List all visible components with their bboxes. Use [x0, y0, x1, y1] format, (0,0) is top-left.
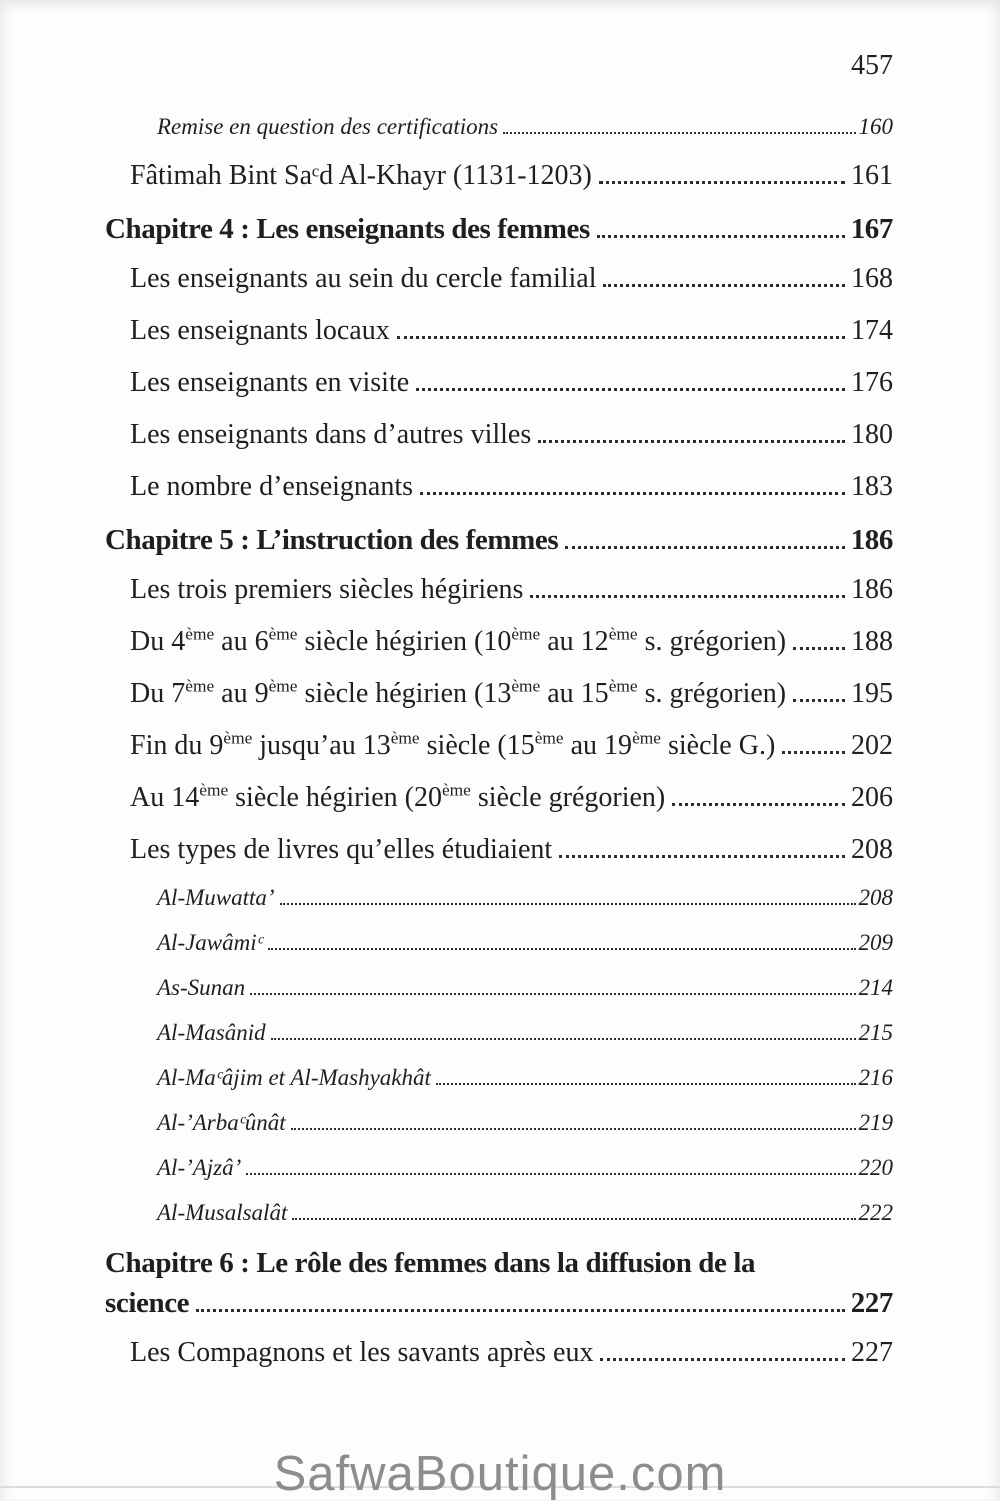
toc-entry-page: 186	[850, 524, 893, 556]
toc-row	[157, 973, 893, 1003]
dotted-leader	[597, 235, 845, 238]
toc-entry	[130, 779, 893, 817]
toc-entry-page: 176	[851, 367, 893, 398]
toc-entry-title: Al-Jawâmiᶜ	[157, 930, 263, 955]
toc-row	[157, 1018, 893, 1048]
toc-row	[130, 675, 893, 713]
dotted-leader	[268, 948, 856, 950]
toc-row	[105, 520, 893, 560]
dotted-leader	[603, 284, 845, 287]
toc-entry	[130, 675, 893, 713]
watermark-text: SafwaBoutique.com	[273, 1447, 727, 1501]
toc-entry-title: Al-Maᶜâjim et Al-Mashyakhât	[157, 1065, 431, 1090]
toc-row	[130, 779, 893, 817]
toc-entry-title: Al-’Ajzâ’	[157, 1155, 242, 1180]
toc-entry	[130, 157, 893, 195]
toc-entry-title: Les Compagnons et les savants après eux	[130, 1337, 594, 1368]
toc-entry-title: science	[105, 1287, 190, 1319]
dotted-leader	[782, 751, 845, 754]
toc-entry-page: 214	[858, 975, 893, 1000]
toc-entry-title: Al-Musalsalât	[157, 1200, 288, 1225]
toc-entry	[130, 727, 893, 765]
toc-entry	[157, 883, 893, 913]
toc-row	[157, 1153, 893, 1183]
toc-entry-title: Les enseignants en visite	[130, 367, 410, 398]
toc-entry-title: Du 7ème au 9ème siècle hégirien (13ème au 15ème s. grégorien)	[130, 676, 787, 709]
toc-row	[130, 831, 893, 869]
toc-entry-title: Au 14ème siècle hégirien (20ème siècle grégorien)	[130, 780, 666, 813]
toc-row	[105, 1243, 893, 1283]
toc-entry	[157, 1198, 893, 1228]
toc-entry	[130, 260, 893, 298]
toc-row	[130, 571, 893, 609]
toc-entry	[130, 364, 893, 402]
toc-entry	[130, 468, 893, 506]
toc-entry	[130, 312, 893, 350]
toc-entry-page: 216	[858, 1065, 893, 1090]
dotted-leader	[416, 388, 845, 391]
dotted-leader	[600, 1358, 845, 1361]
toc-row	[157, 883, 893, 913]
dotted-leader	[530, 595, 845, 598]
toc-row	[130, 260, 893, 298]
toc-entry-title: Les enseignants au sein du cercle familial	[130, 263, 597, 294]
toc-entry-title: Fâtimah Bint Saᶜd Al-Khayr (1131-1203)	[130, 160, 592, 191]
dotted-leader	[599, 181, 845, 184]
toc-entry-page: 208	[851, 834, 893, 865]
toc-entry-title: Chapitre 5 : L’instruction des femmes	[105, 524, 559, 556]
toc-entry-page: 183	[851, 471, 893, 502]
dotted-leader	[672, 803, 845, 806]
toc-entry-title: Remise en question des certifications	[157, 114, 499, 139]
dotted-leader	[565, 546, 844, 549]
toc-entry-page: 180	[851, 419, 893, 450]
toc-entry	[130, 416, 893, 454]
toc-entry-page: 168	[851, 263, 893, 294]
toc-entry-title: Les enseignants locaux	[130, 315, 390, 346]
toc-entry	[130, 831, 893, 869]
toc-entry-title: Al-Muwatta’	[157, 885, 275, 910]
toc-entry	[157, 1108, 893, 1138]
toc-row	[130, 157, 893, 195]
toc-row	[130, 623, 893, 661]
toc-row	[157, 1198, 893, 1228]
toc-row	[157, 1063, 893, 1093]
dotted-leader	[436, 1083, 856, 1085]
toc-row	[130, 1334, 893, 1372]
toc-entry-page: 215	[858, 1020, 893, 1045]
toc-entry-page: 174	[851, 315, 893, 346]
dotted-leader	[196, 1309, 845, 1312]
toc-entry-title: Les enseignants dans d’autres villes	[130, 419, 532, 450]
dotted-leader	[793, 699, 845, 702]
toc-row	[130, 364, 893, 402]
dotted-leader	[280, 903, 856, 905]
toc-row	[105, 209, 893, 249]
toc-entry	[157, 928, 893, 958]
toc-entry	[157, 1018, 893, 1048]
toc-entry	[130, 1334, 893, 1372]
toc-entry	[130, 623, 893, 661]
toc-entry-page: 209	[858, 930, 893, 955]
toc-entry	[105, 520, 893, 560]
toc-row	[105, 1283, 893, 1323]
toc-entry-title: Le nombre d’enseignants	[130, 471, 414, 502]
toc-entry-page: 202	[851, 730, 893, 761]
dotted-leader	[420, 492, 845, 495]
toc-row	[130, 416, 893, 454]
toc-row	[130, 727, 893, 765]
toc-entry	[157, 1063, 893, 1093]
toc-entry-page: 227	[851, 1337, 893, 1368]
dotted-leader	[793, 647, 845, 650]
toc-entry	[157, 1153, 893, 1183]
toc-entry-page: 220	[858, 1155, 893, 1180]
toc-entry-page: 188	[851, 626, 893, 657]
page-number: 457	[851, 50, 893, 81]
toc-entry	[157, 112, 893, 142]
dotted-leader	[503, 132, 855, 134]
toc-row	[157, 1108, 893, 1138]
toc-entry-page: 167	[850, 213, 893, 245]
dotted-leader	[559, 855, 845, 858]
dotted-leader	[246, 1173, 855, 1175]
toc-entry	[157, 973, 893, 1003]
dotted-leader	[271, 1038, 856, 1040]
toc-entry-title: Al-Masânid	[157, 1020, 266, 1045]
toc-entry-page: 195	[851, 678, 893, 709]
toc-entry	[105, 209, 893, 249]
dotted-leader	[291, 1128, 856, 1130]
dotted-leader	[538, 440, 845, 443]
toc-entry-page: 160	[858, 114, 893, 139]
toc-entry-title: Al-’Arbaᶜûnât	[157, 1110, 286, 1135]
dotted-leader	[250, 993, 855, 995]
toc-entry	[130, 571, 893, 609]
toc-entry-page: 208	[858, 885, 893, 910]
toc-row	[130, 312, 893, 350]
dotted-leader	[292, 1218, 855, 1220]
toc-entry-title: Les types de livres qu’elles étudiaient	[130, 834, 553, 865]
toc-row	[130, 468, 893, 506]
toc-entry-page: 222	[858, 1200, 893, 1225]
toc-entry-title: As-Sunan	[157, 975, 246, 1000]
toc-entry-page: 206	[851, 782, 893, 813]
toc-entry	[105, 1243, 893, 1323]
toc-entry-title: Chapitre 6 : Le rôle des femmes dans la diffusion de la	[105, 1247, 756, 1279]
toc-list	[105, 112, 893, 1386]
toc-entry-title: Du 4ème au 6ème siècle hégirien (10ème au 12ème s. grégorien)	[130, 624, 787, 657]
toc-row	[157, 112, 893, 142]
toc-entry-title: Les trois premiers siècles hégiriens	[130, 574, 524, 605]
toc-entry-page: 161	[851, 160, 893, 191]
toc-entry-page: 186	[851, 574, 893, 605]
toc-entry-page: 219	[858, 1110, 893, 1135]
dotted-leader	[397, 336, 845, 339]
toc-row	[157, 928, 893, 958]
toc-entry-title: Chapitre 4 : Les enseignants des femmes	[105, 213, 590, 245]
toc-entry-page: 227	[850, 1287, 893, 1319]
toc-entry-title: Fin du 9ème jusqu’au 13ème siècle (15ème au 19ème siècle G.)	[130, 728, 776, 761]
